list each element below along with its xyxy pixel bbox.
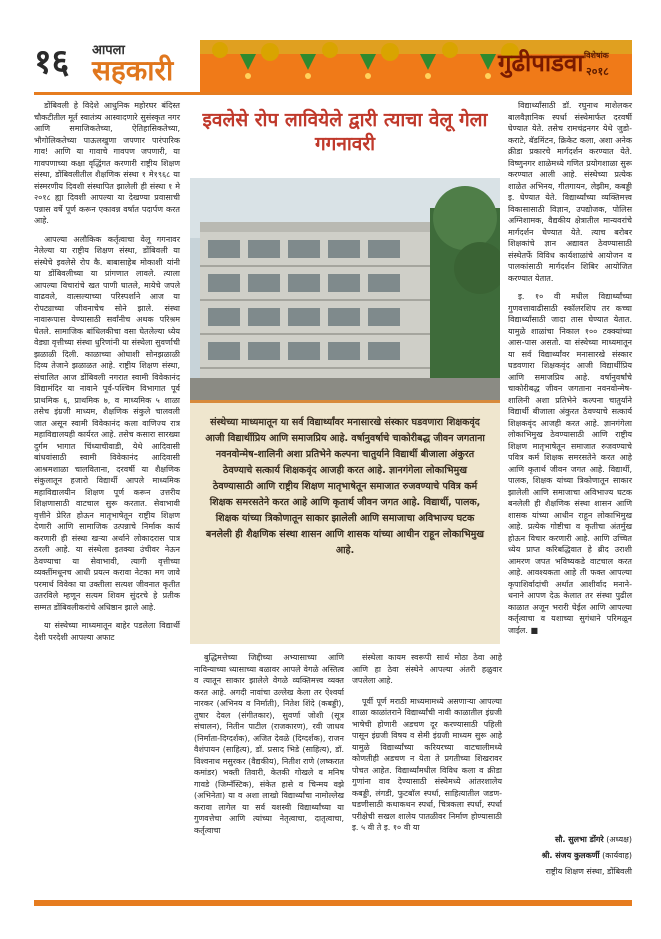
signature-line [452,850,632,861]
page-number: १६ [34,42,70,82]
school-building-photo [190,178,500,400]
article-column-4 [508,100,632,898]
school-building-image [190,178,500,400]
brand-small-text: आपला [92,43,125,58]
footer-rule [34,900,632,906]
article-paragraph: संस्थेला कायम स्वरूपी सार्थ मोठा ठेवा आहे आणि हा ठेवा संस्थेने आपल्या अंतरी हळुवार जपलेला आहे. [352,653,502,685]
issue-logo-title: गुढीपाडवा [498,48,584,77]
signature-organization: राष्ट्रीय शिक्षण संस्था, डोंबिवली [545,867,632,876]
article-paragraph: आपल्या अलौकिक कर्तृत्वाचा वेलू गगनावर नेलेल्या या राष्ट्रीय शिक्षण संस्था, डोंबिवली या संस्थेचे इवलेसे रोप कै. बाबासाहेब मोकाशी यांनी या डोंबिवलीच्या या प्रांगणात लावले. त्याला आपल्या विचारांचे खत पाणी घातले, मायेचे जपले वाढवले, वात्सल्याच्या परिस्पर्शाने आज या रोपट्याच्या जीवनाचेच सोने झाले. संस्था नावारूपास येण्यासाठी सर्वांनीच अथक परिश्रम घेतले. सामाजिक बांधिलकीचा वसा घेतलेल्या ध्येय वेड्या वृत्तीच्या संस्था धुरिणांनी या संस्थेला सुवर्णाची झळाळी दिली. काळाच्या ओघाशी सोनझळाळी दिव्य तेजाने झळाळत आहे. राष्ट्रीय शिक्षण संस्था, संचालित आज डोंबिवली नगरात स्वामी विवेकानंद विद्यामंदिर या नावाने पूर्व-पश्चिम विभागात पूर्व प्राथमिक ६, प्राथमिक ७, व माध्यमिक ५ शाळा तसेच इंग्रजी माध्यम, शैक्षणिक संकुले चालवली जात असून स्वामी विवेकानंद कला वाणिज्य रात्र महाविद्यालयही कार्यरत आहे. तसेच कसारा सारख्या दुर्गम भागात चिंध्याचीवाडी, येथे आदिवासी बांधवांसाठी स्वामी विवेकानंद आदिवासी आश्रमशाळा चालविताना, दरवर्षी या शैक्षणिक संकुलातून हजारो विद्यार्थी आपले माध्यमिक महाविद्यालयीन शिक्षण पूर्ण करून उत्तरीय शिक्षणासाठी वाटचाल सुरू करतात. सेवाभावी वृत्तीने प्रेरित होऊन मातृभाषेतून राष्ट्रीय शिक्षण देणारी आणि सामाजिक उत्पन्नाचे निर्माक कार्य करणारी ही संस्था खऱ्या अर्थाने लोकादरास पात्र ठरली आहे. या संस्थेला इतक्या उंचीवर नेऊन ठेवण्याचा या सेवाभावी, त्यागी वृत्तीच्या व्यक्तींमधूनच आधी प्रयत्न करावा नेटका मग जावे परमार्थ विवेका या उक्तीला सत्यश जीवनात कृतीत उतरविले म्हणून सत्यम शिवम सुंदरचे हे प्रतीक सम्मत डोंबिवलीकरांचे अधिष्ठान झाले आहे. [34,234,180,612]
article-paragraph: डोंबिवली हे विदेशे आधुनिक महोरघर बंदिस्त चौकटीतील मूर्त स्वातंत्र्य आस्वादणारे सुसंस्कृत नगर आणि समाजिकतेच्या, ऐतिहासिकतेच्या, भौगोलिकतेच्या पाऊलखुणा जपणार पारंपारिक गाव! आणि या गावाचे गावपण जपणारी, या गावपणाच्या कक्षा वृद्धिंगत करणारी राष्ट्रीय शिक्षण संस्था, डोंबिवलीतील शैक्षणिक संस्था १ मे१९६८ या संस्मरणीय दिवशी संस्थापित झालेली ही संस्था १ मे २०१८ ह्या दिवशी आपल्या या देखण्या प्रवासाची पन्नास वर्षे पूर्ण करून एकावन्न वर्षात पदार्पण करत आहे. [34,101,180,225]
article-paragraph: पूर्वी पूर्ण मराठी माध्यमामध्ये असणाऱ्या आपल्या शाळा काळांतराने विद्यार्थ्यांची नावी काळातील इंग्रजी भाषेची होणारी अडचण दूर करण्यासाठी पहिली पासून इंग्रजी विषय व सेमी इंग्रजी माध्यम सुरू आहे यामुळे विद्यार्थ्यांच्या करियरच्या वाटचालीमध्ये कोणतीही अडचण न येता ते प्रगतीच्या शिखरावर पोचत आहेत. विद्यार्थ्यांमधील विविध कला व क्रीडा गुणांना वाव देण्यासाठी संस्थेमध्ये आंतरशालेय कबड्डी, लंगडी, फुटबॉल स्पर्धा, साहित्यातील जडण-घडणीसाठी कथाकथन स्पर्धा, चित्रकला स्पर्धा, स्पर्धा परीक्षेची सखल शालेय पातळीवर निर्माण होण्यासाठी इ. ५ वी ते इ. १० वी या [352,696,502,832]
article-column-1 [34,100,180,898]
signature-role: (अध्यक्ष) [606,835,632,844]
brand-large-text: सहकारी [92,54,174,87]
article-column-3 [352,652,502,898]
article-column-2 [194,652,344,898]
signature-line [452,834,632,845]
article-headline: इवलेसे रोप लावियेले द्वारी त्याचा वेलू गेला गगनावरी [202,109,488,155]
article-paragraph: इ. १० वी मधील विद्यार्थ्यांच्या गुणवत्तावाढीसाठी स्कॉलरशिप तर कच्चा विद्यार्थ्यांसाठी जादा तास घेण्यात येतात. यामुळे शाळांचा निकाल १०० टक्क्यांच्या आस-पास असतो. या संस्थेच्या माध्यमातून या सर्व विद्यार्थ्यांवर मनासारखे संस्कार घडवणारा शिक्षकवृंद आजी विद्यार्थीप्रिय आणि समाजप्रिय आहे. वर्षानुवर्षांचे चाकोरीबद्ध जीवन जगताना नवनवोन्मेष-शालिनी अशा प्रतिभेने कल्पना चातुर्याने विद्यार्थी बीजाला अंकुरत ठेवण्याचे सत्कार्य शिक्षकवृंद आजही करत आहे. ज्ञानगंगेला लोकाभिमुख ठेवण्यासाठी आणि राष्ट्रीय शिक्षण मातृभाषेतून समाजात रुजवण्याचे पवित्र कर्म शिक्षक समरसतेने करत आहे आणि कृतार्थ जीवन जगत आहे. विद्यार्थी, पालक, शिक्षक यांच्या त्रिकोणातून साकार झालेली आणि समाजाचा अविभाज्य घटक बनलेली ही शैक्षणिक संस्था शासन आणि शासक यांच्या आधीन राहून लोकाभिमुख आहे. प्रत्येक गोष्टीचा व कृतीचा अंतर्मुख होऊन विचार करणारी आहे. आणि उच्चित ध्येय प्राप्त करिबद्धिवात हे ब्रीद उराशी आमरण जपत भविष्यकडे वाटचाल करत आहे. आवश्यकता आहे ती फक्त आपल्या कृपाशिर्वादांची अर्थात आशीर्वाद मनाने-धनाने आपण देऊ केलात तर संस्था पुढील काळात अजून भरारी घेईल आणि आपल्या कर्तृत्वाचा व यशाच्या सुगंधाने परिमळून जाईल. ■ [508,292,632,635]
header-rule [34,92,632,95]
callout-box [190,400,500,644]
page-header [0,0,661,96]
issue-logo-subtitle: विशेषांक [584,51,609,60]
issue-logo-year: २०१८ [586,65,609,78]
callout-text: संस्थेच्या माध्यमातून या सर्व विद्यार्थ्यांवर मनासारखे संस्कार घडवणारा शिक्षकवृंद आजी विद्यार्थीप्रिय आणि समाजप्रिय आहे. वर्षानुवर्षाचे चाकोरीबद्ध जीवन जगताना नवनवोन्मेष-शालिनी अशा प्रतिभेने कल्पना चातुर्याने विद्यार्थी बीजाला अंकुरत ठेवण्याचे सत्कार्य शिक्षकवृंद आजही करत आहे. ज्ञानगंगेला लोकाभिमुख ठेवण्यासाठी आणि राष्ट्रीय शिक्षण मातृभाषेतून समाजात रुजवण्याचे पवित्र कर्म शिक्षक समरसतेने करत आहे आणि कृतार्थ जीवन जगत आहे. विद्यार्थी, पालक, शिक्षक यांच्या त्रिकोणातून साकार झालेली आणि समाजाचा अविभाज्य घटक बनलेली ही शैक्षणिक संस्था शासन आणि शासक यांच्या आधीन राहून लोकाभिमुख आहे. [205,417,485,556]
signature-name: श्री. संजय कुलकर्णी [541,851,600,860]
article-paragraph: विद्यार्थ्यांसाठी डॉ. रघुनाथ माशेलकर बालवैज्ञानिक स्पर्धा संस्थेमार्फत दरवर्षी घेण्यात येते. तसेच रामचंद्रनगर येथे जुडो-कराटे, बॅडमिंटन, क्रिकेट कला, अशा अनेक क्रीडा प्रकारचे मार्गदर्शन करण्यात येते. विष्णुनगर शाळेमध्ये गणित प्रयोगशाळा सुरू करण्यात आली आहे. संस्थेच्या प्रत्येक शाळेत अभिनय, गीतगायन, लेझीम, कबड्डी इ. घेण्यात येते. विद्यार्थ्यांच्या व्यक्तिमत्त्व विकासासाठी विज्ञान, उपद्योजक, पोलिस अग्निशामक, वैद्यकीय क्षेत्रातील मान्यवरांचे मार्गदर्शन घेण्यात येते. त्याच बरोबर शिक्षकांचे ज्ञान अद्यावत ठेवण्यासाठी संस्थेतर्फे विविध कार्यशाळांचे आयोजन व पालकांसाठी मार्गदर्शन शिबिर आयोजित करण्यात येतात. [508,101,632,283]
signature-role: (कार्यवाह) [602,851,632,860]
article-paragraph: बुद्धिमत्तेच्या जिद्दीच्या अभ्यासाच्या आणि नाविन्याच्या ध्यासाच्या बळावर आपले वेगळे अस्तित्व व त्यातून साकार झालेले वेगळे व्यक्तिमत्त्व व्यक्त करत आहे. अगदी नावांचा उल्लेख केला तर ऐश्वर्या नारकर (अभिनय व निर्माती), नितेश शिंदे (कबड्डी), तुषार देवल (संगीतकार), सुवर्णा जोशी (सूत्र संचालन), नितीन पाटील (राजकारण), रवी जाधव (निर्माता-दिग्दर्शक), अजित देवळे (दिग्दर्शक), राजन वैशंपायन (साहित्य), डॉ. प्रसाद भिडे (साहित्य), डॉ. विश्वनाथ मसुरकर (वैद्यकीय), नितीश राणे (लष्करात कमांडर) भक्ती तिवारी, केतकी गोखले व मनिष गावडे (जिम्नॅस्टिक), संकेत हासे व चिन्मय वझे (अभिनेता) या व अशा लाखो विद्यार्थ्यांचा नामोल्लेख करावा लागेल या सर्व यशस्वी विद्यार्थ्यांच्या या गुणवत्तेचा आणि त्यांच्या नेतृत्वाचा, दातृत्वाचा, कर्तृत्वाचा [194,653,344,835]
signature-name: सौ. सुलभा डोंगरे [554,835,604,844]
magazine-brand [92,40,200,90]
issue-logo [498,46,632,86]
article-paragraph: या संस्थेच्या माध्यमातून बाहेर पडलेला विद्यार्थी देशी परदेशी आपल्या अफाट [34,621,180,642]
